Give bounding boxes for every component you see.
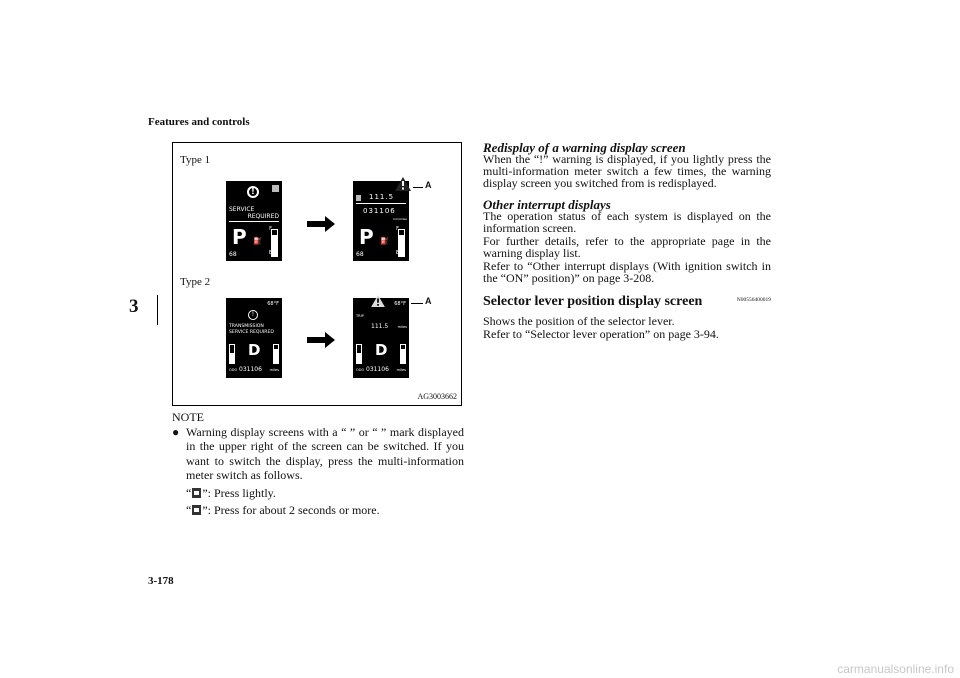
- page-header: Features and controls: [148, 116, 250, 128]
- trip-readout: 111.5: [371, 323, 389, 330]
- temp-gauge: [229, 344, 235, 364]
- divider: [356, 203, 406, 204]
- switch-mark-icon: [192, 488, 201, 498]
- warning-line2: REQUIRED: [247, 213, 279, 220]
- trip-icon: [356, 195, 361, 201]
- section-interrupt-body2: For further details, refer to the appropriate page in the warning display list.: [483, 234, 771, 261]
- chapter-rule: [157, 295, 158, 325]
- section-code: N00556400019: [736, 297, 771, 303]
- gear-indicator: D: [375, 341, 388, 359]
- section-interrupt-title: Other interrupt displays: [483, 197, 611, 212]
- callout-a: A: [425, 296, 432, 306]
- section-interrupt-body3: Refer to “Other interrupt displays (With ignition switch in the “ON” position)” on page 3-208.: [483, 259, 771, 286]
- callout-leader: [413, 187, 423, 188]
- fuel-f-label: F: [396, 226, 399, 232]
- odometer-readout: 031106: [363, 207, 396, 215]
- bullet-icon: ●: [172, 424, 180, 439]
- arrow-right-icon: [307, 216, 335, 232]
- callout-a: A: [425, 180, 432, 190]
- note-bullet-text: Warning display screens with a “ ” or “ ” mark displayed in the upper right of the screen can be switched. If you want to switch the display, press the multi-information meter switch as follows.: [186, 424, 464, 482]
- type2-normal-screen: [353, 298, 409, 378]
- note-bullet: [172, 425, 464, 483]
- unit-label: km/miles: [393, 217, 407, 221]
- page-number: 3-178: [148, 575, 174, 587]
- fuel-pump-icon: ⛽: [380, 237, 389, 245]
- switch-mark-icon: [192, 505, 201, 515]
- type1-label: Type 1: [180, 154, 211, 166]
- type1-warning-screen: [226, 181, 282, 261]
- figure-code: AG3003662: [417, 392, 457, 401]
- temp-readout: 68°F: [394, 301, 406, 307]
- fuel-pump-icon: ⛽: [253, 237, 262, 245]
- trip-readout: 111.5: [369, 193, 395, 201]
- section-selector-title: Selector lever position display screen: [483, 294, 703, 309]
- fuel-gauge: [395, 229, 405, 257]
- fuel-gauge: [400, 344, 406, 364]
- section-redisplay-body: When the “!” warning is displayed, if you lightly press the multi-information meter switch a few times, the warning display screen you switched from is redisplayed.: [483, 152, 771, 191]
- warning-line1: SERVICE: [229, 206, 255, 213]
- type1-normal-screen: [353, 181, 409, 261]
- section-selector-heading: [483, 292, 771, 312]
- section-selector-body2: Refer to “Selector lever operation” on page 3-94.: [483, 327, 719, 341]
- trip-label: TRIP: [356, 314, 364, 318]
- chapter-number: 3: [129, 296, 139, 317]
- note-label: NOTE: [172, 410, 204, 424]
- switch-mark-icon: [272, 185, 279, 192]
- odo-label: ODO: [356, 368, 365, 372]
- warning-triangle-icon: [395, 177, 411, 191]
- temp-gauge: [356, 344, 362, 364]
- temp-readout: 68°F: [267, 301, 279, 307]
- note-line-press-long: [186, 503, 464, 518]
- arrow-right-icon: [307, 332, 335, 348]
- fuel-f-label: F: [269, 226, 272, 232]
- warning-line2: SERVICE REQUIRED: [229, 330, 274, 335]
- trip-unit: miles: [397, 325, 407, 329]
- temp-readout: 68: [229, 251, 237, 258]
- note-line2-text: ”: Press for about 2 seconds or more.: [202, 503, 380, 517]
- callout-leader: [411, 303, 423, 304]
- odo-unit: miles: [396, 368, 406, 372]
- warning-triangle-icon: [371, 295, 385, 307]
- gear-indicator: P: [232, 225, 247, 249]
- temp-readout: 68: [356, 251, 364, 258]
- gear-indicator: D: [248, 341, 261, 359]
- divider: [229, 221, 279, 222]
- section-redisplay-title: Redisplay of a warning display screen: [483, 140, 686, 155]
- warning-line1: TRANSMISSION: [229, 324, 264, 329]
- note-block: [172, 410, 464, 518]
- fuel-gauge: [273, 344, 279, 364]
- odometer-readout: 031106: [239, 366, 262, 373]
- odo-unit: miles: [269, 368, 279, 372]
- note-line-press-lightly: [186, 486, 464, 501]
- odometer-readout: 031106: [366, 366, 389, 373]
- fuel-e-label: E: [268, 250, 272, 256]
- section-interrupt-body1: The operation status of each system is displayed on the information screen.: [483, 209, 771, 236]
- type2-label: Type 2: [180, 276, 211, 288]
- quote-open: “: [186, 485, 192, 500]
- odo-label: ODO: [229, 368, 238, 372]
- fuel-e-label: E: [395, 250, 399, 256]
- fuel-gauge: [268, 229, 278, 257]
- gear-warning-icon: !: [248, 310, 258, 320]
- quote-open: “: [186, 503, 192, 517]
- section-selector-body1: Shows the position of the selector lever.: [483, 314, 675, 328]
- note-line1-text: ”: Press lightly.: [202, 485, 276, 500]
- figure-box: [172, 142, 462, 406]
- watermark: carmanualsonline.info: [837, 662, 954, 676]
- type2-warning-screen: [226, 298, 282, 378]
- gear-warning-icon: !: [247, 186, 259, 198]
- gear-indicator: P: [359, 225, 374, 249]
